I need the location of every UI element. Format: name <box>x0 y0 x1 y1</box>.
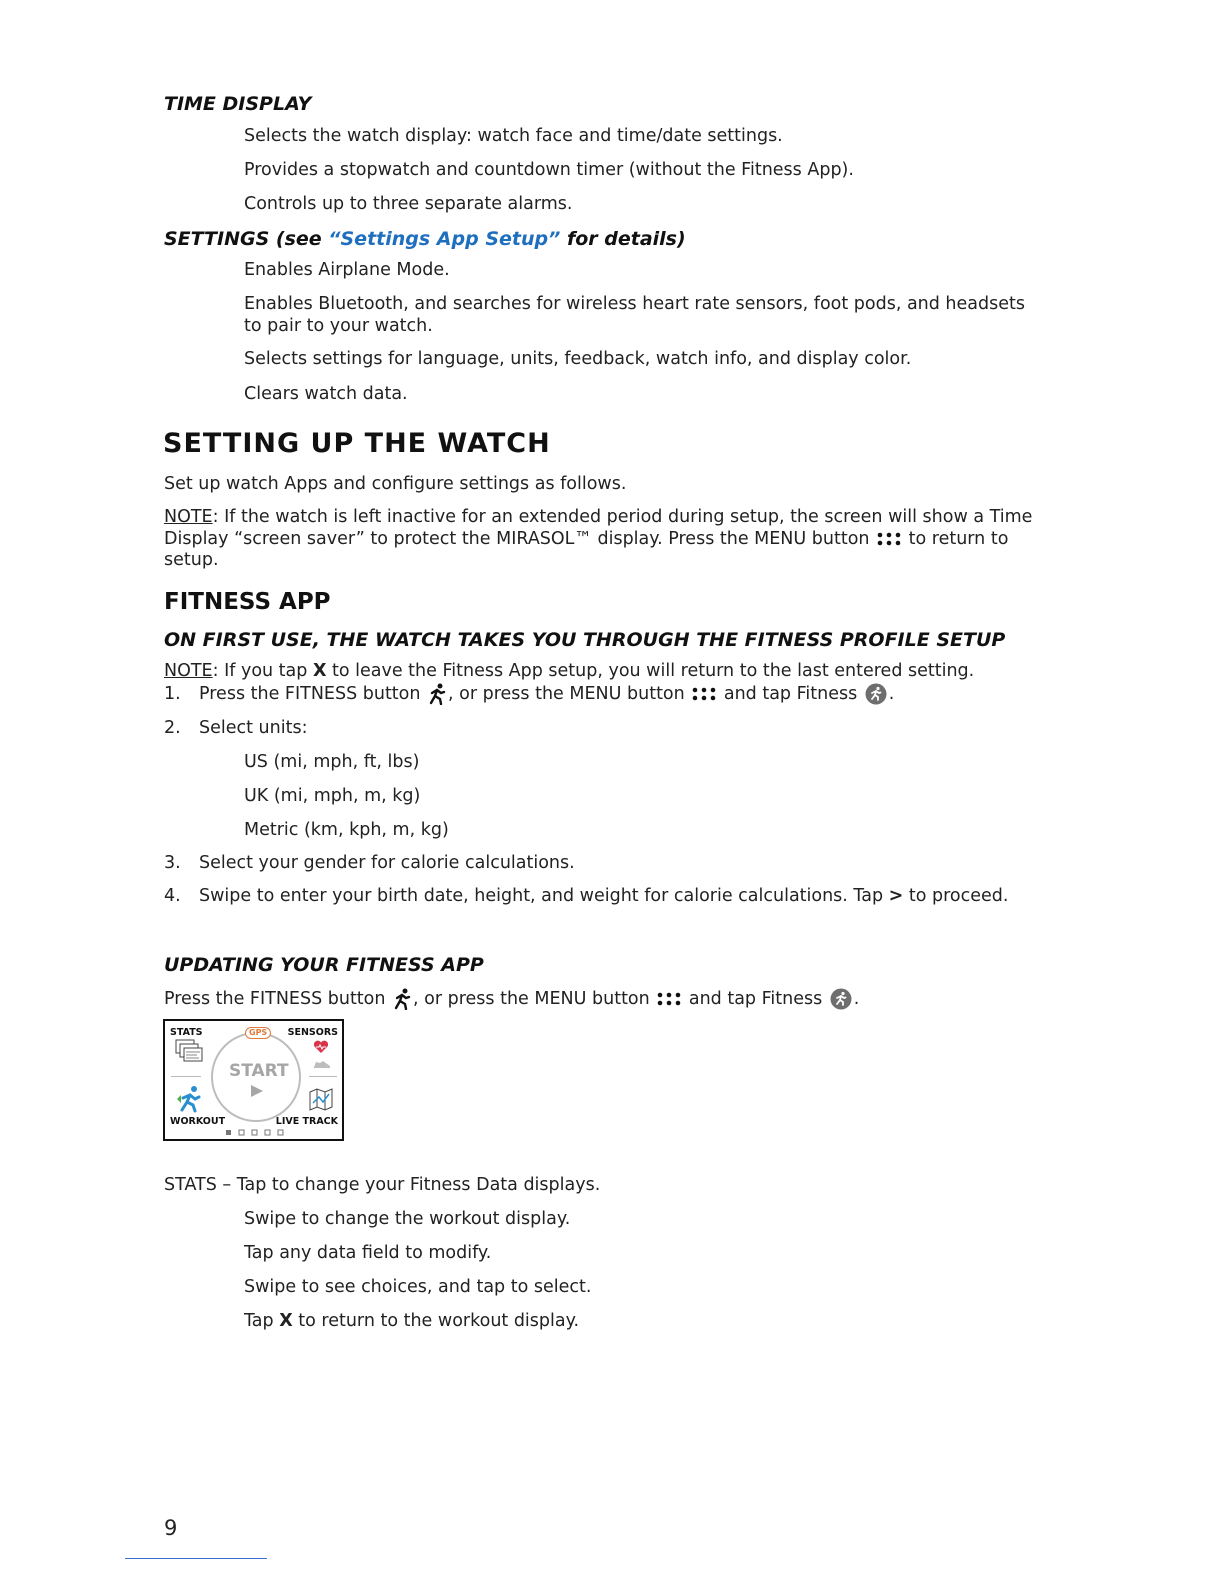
settings-item-1: Enables Airplane Mode. <box>244 260 450 280</box>
setup-note-line2 <box>164 528 1008 550</box>
step-1-text <box>199 683 894 705</box>
settings-item-3: Selects settings for language, units, feedback, watch info, and display color. <box>244 349 912 369</box>
step-2-number: 2. <box>164 718 181 738</box>
settings-app-setup-link[interactable]: “Settings App Setup” <box>328 228 561 250</box>
watch-workout-label[interactable]: WORKOUT <box>170 1116 226 1127</box>
settings-item-4: Clears watch data. <box>244 384 408 404</box>
step-4-number: 4. <box>164 886 181 906</box>
first-use-heading: ON FIRST USE, THE WATCH TAKES YOU THROUGH THE FITNESS PROFILE SETUP <box>164 629 1006 651</box>
note-label: NOTE <box>164 507 213 527</box>
setup-note-line3: setup. <box>164 550 219 570</box>
time-display-heading: TIME DISPLAY <box>164 93 312 115</box>
watch-live-track-label[interactable]: LIVE TRACK <box>275 1116 338 1127</box>
updating-text <box>164 988 859 1010</box>
stats-description <box>164 1174 600 1196</box>
watch-sensors-label[interactable]: SENSORS <box>287 1027 338 1038</box>
setup-intro: Set up watch Apps and configure settings as follows. <box>164 474 627 494</box>
menu-dots-icon <box>877 532 901 546</box>
watch-stats-label[interactable]: STATS <box>170 1027 203 1038</box>
page-indicator-dots <box>225 1129 287 1137</box>
stats-item-2: Tap any data field to modify. <box>244 1243 492 1263</box>
fitness-app-icon <box>830 988 852 1010</box>
step-2-text: Select units: <box>199 718 308 738</box>
unit-option-metric: Metric (km, kph, m, kg) <box>244 820 449 840</box>
runner-icon <box>392 988 412 1010</box>
footer-line <box>125 1558 267 1559</box>
updating-d: . <box>853 989 860 1009</box>
gps-badge: GPS <box>245 1027 271 1039</box>
stats-item-4-post: to return to the workout display. <box>292 1311 580 1331</box>
note-text: : If the watch is left inactive for an extended period during setup, the screen will show a Time <box>212 507 1033 527</box>
setup-note-line1 <box>164 506 1032 528</box>
unit-option-us: US (mi, mph, ft, lbs) <box>244 752 420 772</box>
live-track-map-icon <box>308 1087 334 1111</box>
stats-item-4 <box>244 1310 579 1332</box>
page-number: 9 <box>164 1516 178 1540</box>
updating-c: and tap Fitness <box>683 989 828 1009</box>
stats-item-4-pre: Tap <box>244 1311 280 1331</box>
settings-heading-post: for details) <box>560 228 686 250</box>
step-3-number: 3. <box>164 853 181 873</box>
step-1-c: and tap Fitness <box>718 684 863 704</box>
step-1-number: 1. <box>164 684 181 704</box>
fitness-note <box>164 660 974 682</box>
stats-icon <box>175 1039 203 1063</box>
fitness-app-icon <box>865 683 887 705</box>
fitness-note-post: to leave the Fitness App setup, you will return to the last entered setting. <box>326 661 975 681</box>
left-divider <box>171 1076 201 1077</box>
time-display-item-3: Controls up to three separate alarms. <box>244 194 573 214</box>
settings-item-2-line1: Enables Bluetooth, and searches for wireless heart rate sensors, foot pods, and headsets <box>244 294 1025 314</box>
runner-icon <box>427 683 447 705</box>
step-3-text: Select your gender for calorie calculations. <box>199 853 575 873</box>
right-divider <box>309 1076 337 1077</box>
menu-dots-icon <box>692 687 716 701</box>
watch-start-button[interactable]: START <box>229 1061 289 1081</box>
step-4-text <box>199 885 1008 907</box>
proceed-arrow-glyph: > <box>888 886 904 906</box>
unit-option-uk: UK (mi, mph, m, kg) <box>244 786 421 806</box>
watch-screen-figure <box>163 1019 344 1141</box>
close-x-glyph: X <box>312 661 327 681</box>
foot-pod-icon <box>312 1059 332 1069</box>
updating-a: Press the FITNESS button <box>164 989 392 1009</box>
setup-title: SETTING UP THE WATCH <box>163 428 551 459</box>
settings-heading-pre: SETTINGS (see <box>164 228 329 250</box>
updating-heading: UPDATING YOUR FITNESS APP <box>164 954 484 976</box>
updating-b: , or press the MENU button <box>413 989 656 1009</box>
close-x-glyph: X <box>279 1311 293 1331</box>
step-1-a: Press the FITNESS button <box>199 684 427 704</box>
stats-desc: – Tap to change your Fitness Data displays. <box>216 1175 601 1195</box>
note-line2-post: to return to <box>903 529 1009 549</box>
heart-rate-icon <box>313 1040 329 1054</box>
settings-item-2-line2: to pair to your watch. <box>244 316 433 336</box>
step-1-d: . <box>888 684 895 704</box>
step-4-post: to proceed. <box>903 886 1009 906</box>
step-1-b: , or press the MENU button <box>448 684 691 704</box>
stats-label: STATS <box>164 1175 217 1195</box>
fitness-note-pre: : If you tap <box>212 661 313 681</box>
stats-item-3: Swipe to see choices, and tap to select. <box>244 1277 592 1297</box>
workout-runner-icon <box>175 1085 203 1113</box>
fitness-note-label: NOTE <box>164 661 213 681</box>
menu-dots-icon <box>657 992 681 1006</box>
note-line2-pre: Display “screen saver” to protect the MIRASOL™ display. Press the MENU button <box>164 529 876 549</box>
fitness-title: FITNESS APP <box>164 589 331 615</box>
stats-item-1: Swipe to change the workout display. <box>244 1209 571 1229</box>
time-display-item-1: Selects the watch display: watch face and time/date settings. <box>244 126 783 146</box>
step-4-pre: Swipe to enter your birth date, height, and weight for calorie calculations. Tap <box>199 886 889 906</box>
time-display-item-2: Provides a stopwatch and countdown timer (without the Fitness App). <box>244 160 854 180</box>
settings-heading <box>164 228 686 250</box>
